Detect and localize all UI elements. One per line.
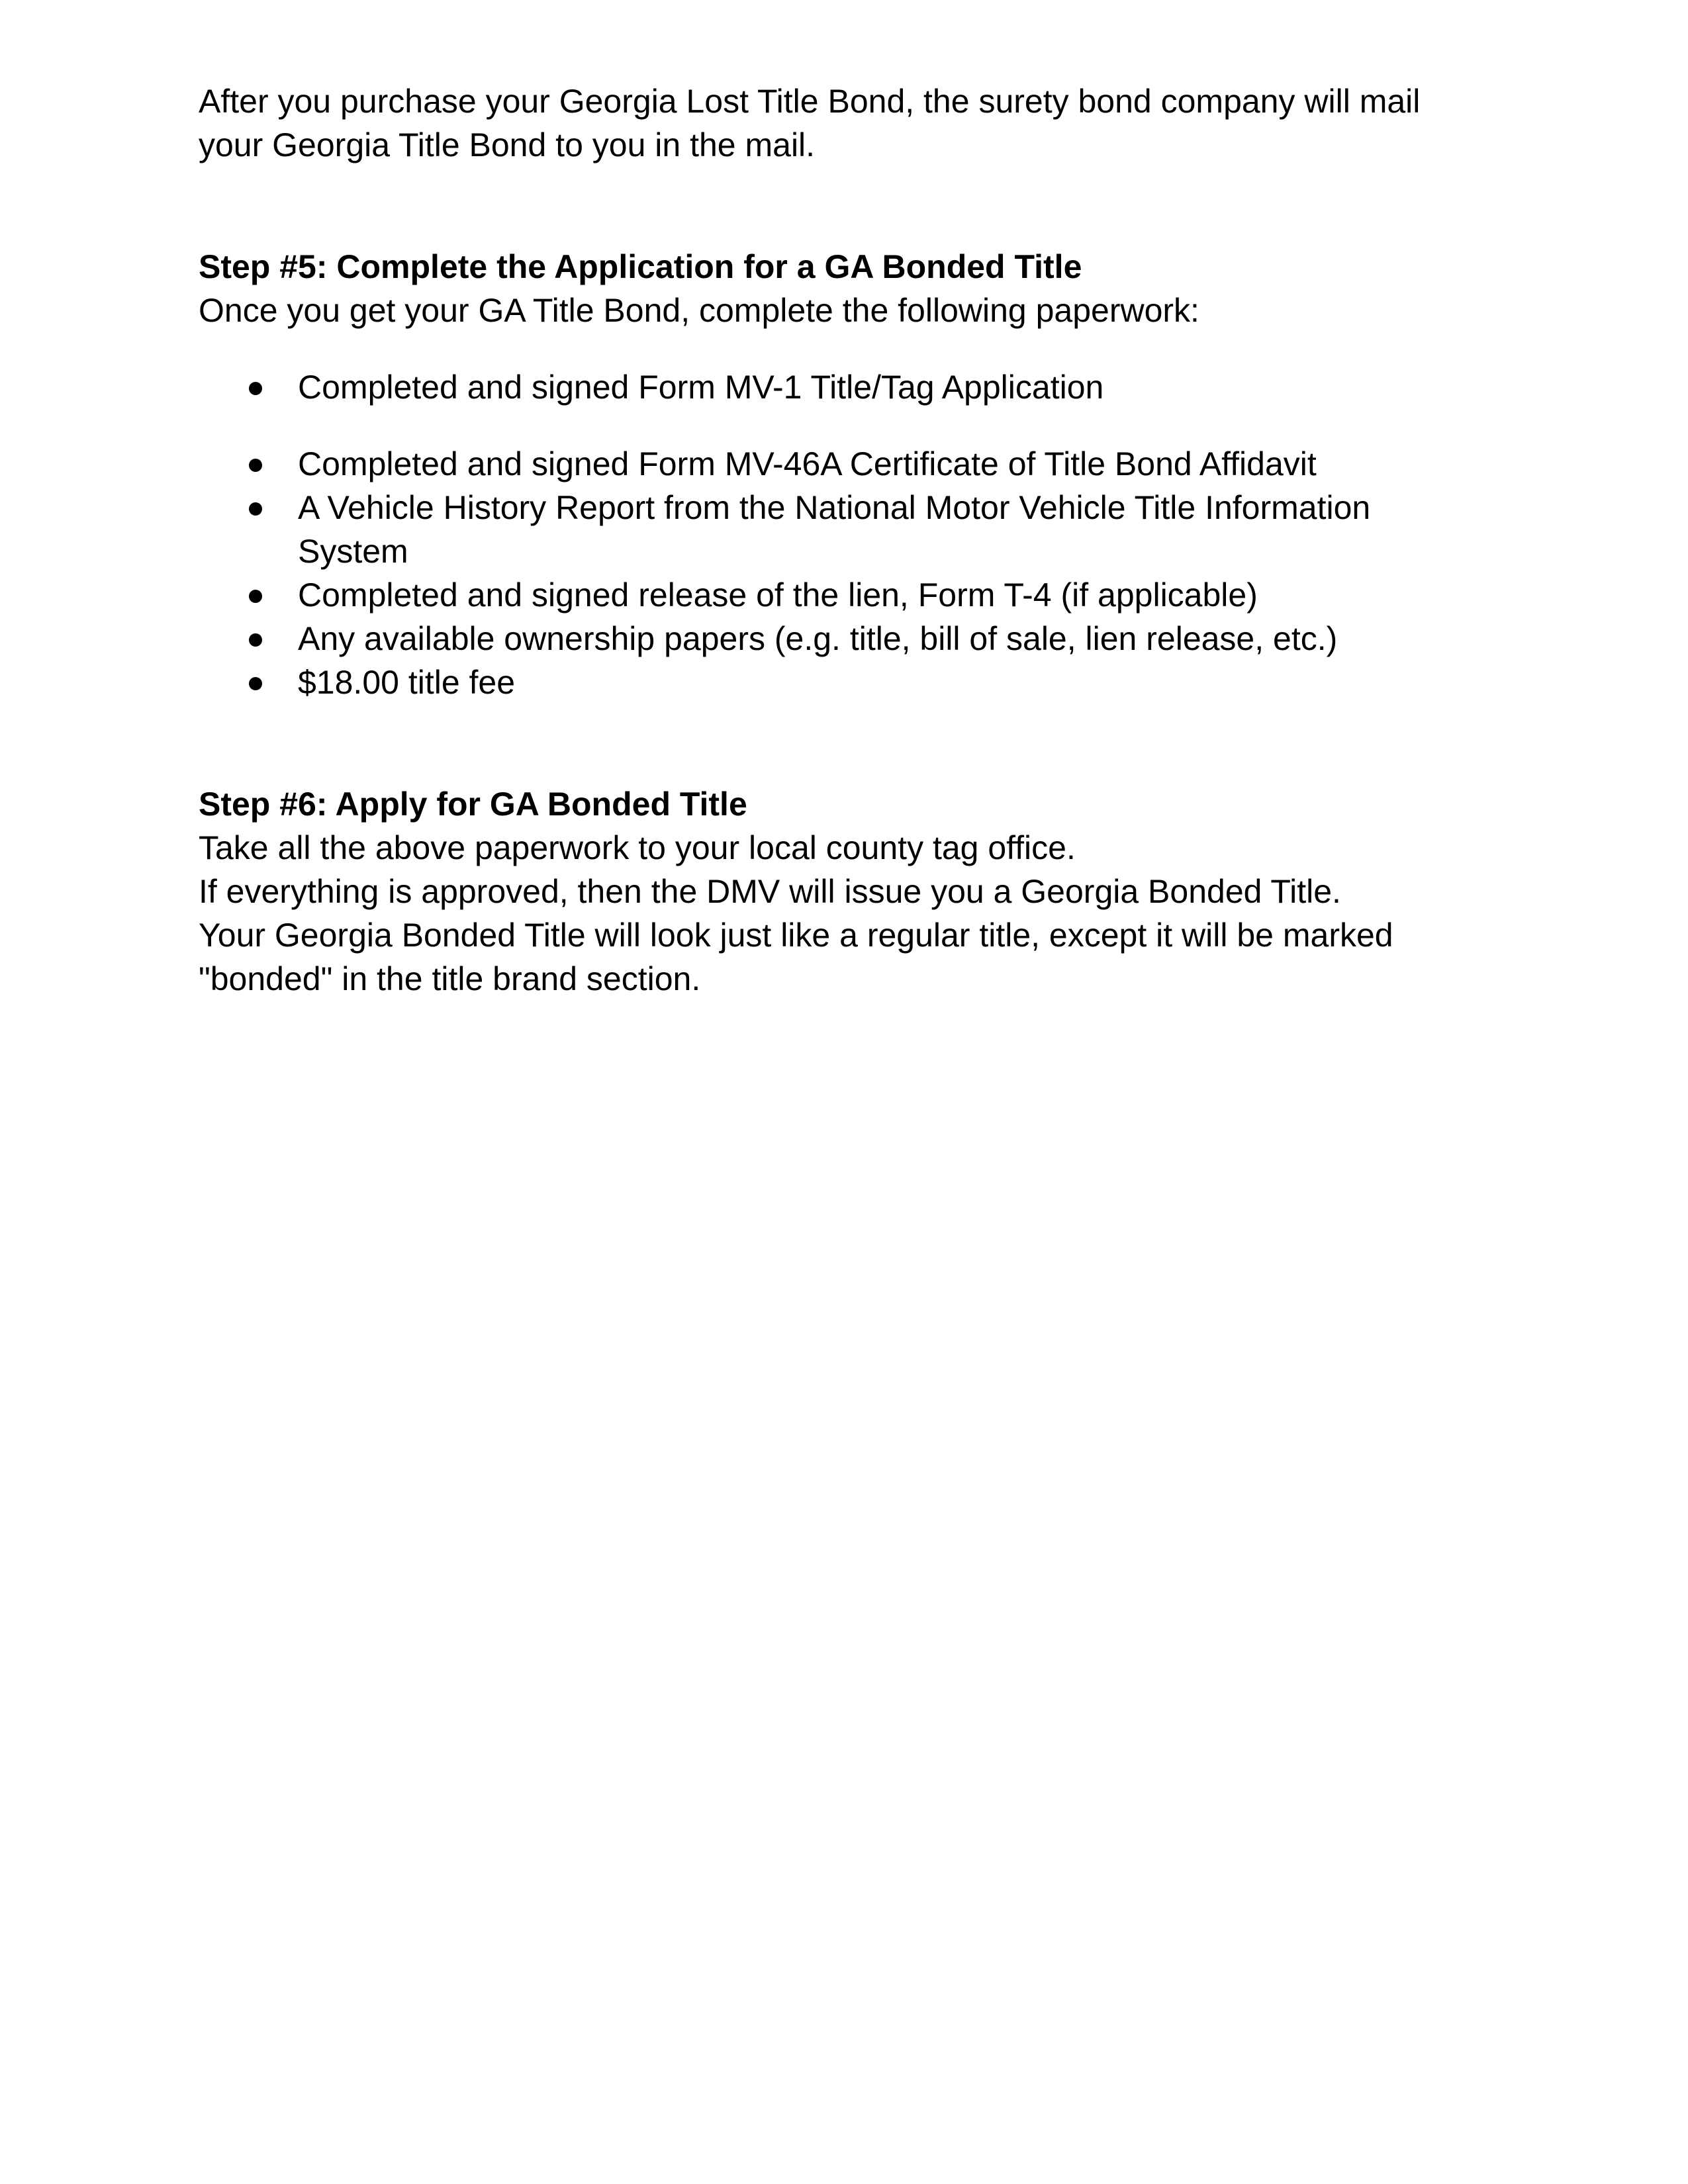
- step5-requirements-list: [199, 365, 1496, 704]
- list-item: [199, 573, 1496, 617]
- step5-heading: Step #5: Complete the Application for a GA Bonded Title: [199, 248, 1082, 285]
- step5-intro: Once you get your GA Title Bond, complete the following paperwork:: [199, 292, 1199, 329]
- list-item: [199, 617, 1496, 660]
- bullet-icon: [249, 459, 262, 472]
- list-item-text: Completed and signed Form MV-46A Certificate of Title Bond Affidavit: [298, 445, 1317, 482]
- list-item: [199, 365, 1496, 409]
- list-item-text: Completed and signed release of the lien, Form T-4 (if applicable): [298, 576, 1258, 614]
- document-page: [199, 79, 1496, 1001]
- list-item: [199, 442, 1496, 486]
- bullet-icon: [249, 382, 262, 395]
- step6-line-3: Your Georgia Bonded Title will look just like a regular title, except it will be marked "bonded" in the title brand section.: [199, 917, 1393, 997]
- list-item: [199, 660, 1496, 704]
- bullet-icon: [249, 633, 262, 647]
- list-item-text: Completed and signed Form MV-1 Title/Tag Application: [298, 369, 1104, 406]
- list-item-text: $18.00 title fee: [298, 664, 516, 701]
- step6-heading: Step #6: Apply for GA Bonded Title: [199, 786, 747, 823]
- step6-line-2: If everything is approved, then the DMV will issue you a Georgia Bonded Title.: [199, 873, 1341, 910]
- bullet-icon: [249, 677, 262, 690]
- list-item-text: A Vehicle History Report from the National Motor Vehicle Title Information System: [298, 489, 1371, 570]
- list-item-text: Any available ownership papers (e.g. title, bill of sale, lien release, etc.): [298, 620, 1338, 657]
- intro-paragraph: After you purchase your Georgia Lost Title Bond, the surety bond company will mail your Georgia Title Bond to you in the mail.: [199, 83, 1421, 163]
- list-item: [199, 486, 1496, 573]
- bullet-icon: [249, 502, 262, 516]
- step6-line-1: Take all the above paperwork to your local county tag office.: [199, 829, 1076, 866]
- bullet-icon: [249, 590, 262, 603]
